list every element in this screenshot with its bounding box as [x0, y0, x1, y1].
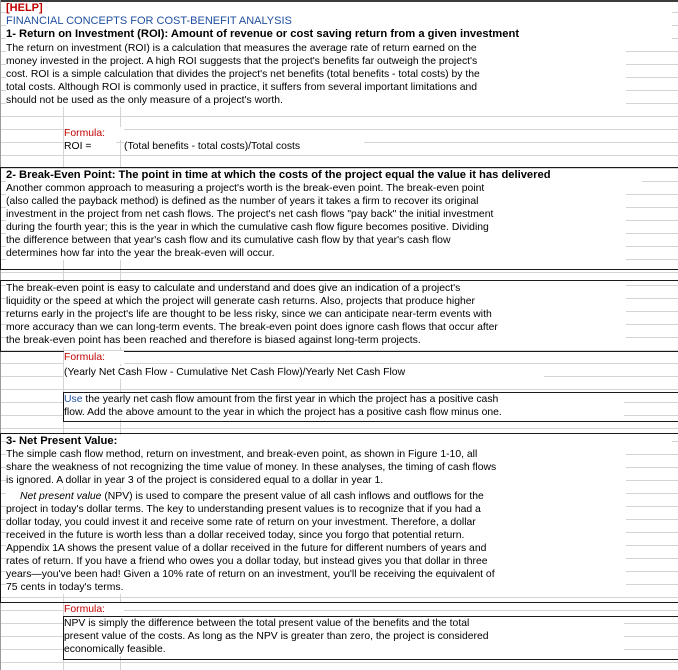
section-npv-para2[interactable]: [6, 490, 626, 594]
roi-formula-label[interactable]: Formula:: [64, 127, 124, 140]
body-line: present value of the costs. As long as the NPV is greater than zero, the project is considered: [64, 631, 489, 642]
body-line: is ignored. A dollar in year 3 of the project is considered equal to a dollar in year 1.: [6, 475, 384, 486]
body-line: economically feasible.: [64, 644, 166, 655]
body-line: received in the future is worth less than a dollar received today, since you forgo that potential return.: [6, 530, 465, 541]
roi-formula-rhs[interactable]: (Total benefits - total costs)/Total costs: [124, 140, 364, 153]
body-line: share the weakness of not recognizing the time value of money. In these analyses, the timing of cash flows: [6, 462, 497, 473]
roi-formula-lhs[interactable]: ROI =: [64, 140, 116, 153]
body-line: cost. ROI is a simple calculation that divides the project's net benefits (total benefits - total costs) by the: [6, 69, 480, 80]
body-line: the break-even point has been reached and therefore is biased against long-term projects.: [6, 335, 421, 346]
npv-first-line: [6, 490, 626, 503]
body-line: The break-even point is easy to calculate and understand and does give an indication of a project's: [6, 283, 461, 294]
section-breakeven-heading[interactable]: 2- Break-Even Point: The point in time at which the costs of the project equal the value it has delivered: [6, 169, 642, 182]
sheet-left-border: [0, 0, 1, 670]
section-roi-heading[interactable]: 1- Return on Investment (ROI): Amount of revenue or cost saving return from a given investment: [6, 28, 672, 41]
breakeven-formula[interactable]: (Yearly Net Cash Flow - Cumulative Net Cash Flow)/Yearly Net Cash Flow: [64, 366, 544, 379]
breakeven-formula-label[interactable]: Formula:: [64, 351, 124, 364]
body-line: Another common approach to measuring a project's worth is the break-even point. The break-even point: [6, 183, 485, 194]
body-line: The simple cash flow method, return on investment, and break-even point, as shown in Figure 1-10, all: [6, 449, 478, 460]
use-line-2: flow. Add the above amount to the year in which the project has a positive cash flow minus one.: [64, 407, 502, 418]
breakeven-use-note[interactable]: [64, 393, 624, 419]
section-breakeven-para1[interactable]: [6, 182, 626, 260]
body-line: should not be used as the only measure of a project's worth.: [6, 95, 283, 106]
use-word: Use: [64, 394, 83, 405]
body-line: during the fourth year; this is the year in which the cumulative cash flow figure becomes positive. Dividing: [6, 222, 489, 233]
body-line: liquidity or the speed at which the project will generate cash returns. Also, projects that produce higher: [6, 296, 475, 307]
section-roi-body[interactable]: [6, 42, 626, 107]
body-line: dollar today, you could invest it and receive some rate of return on your investment. Therefore, a dollar: [6, 517, 476, 528]
body-line: rates of return. If you have a friend who owes you a dollar today, but instead gives you that dollar in three: [6, 556, 488, 567]
body-line: the difference between that year's cash flow and its cumulative cash flow by that year's cash flow: [6, 235, 451, 246]
body-line: NPV is simply the difference between the total present value of the benefits and the total: [64, 618, 470, 629]
body-line: investment in the project from net cash flows. The project's net cash flows "pay back" the initial investment: [6, 209, 494, 220]
body-line: years—you've been had! Given a 10% rate of return on an investment, you'll be receiving the equivalent of: [6, 569, 495, 580]
npv-formula-body[interactable]: [64, 617, 624, 656]
body-line: Appendix 1A shows the present value of a dollar received in the future for different numbers of years and: [6, 543, 487, 554]
body-line: total costs. Although ROI is commonly used in practice, it suffers from several important limitations and: [6, 82, 478, 93]
use-line-1: [64, 393, 624, 406]
npv-term: Net present value: [20, 491, 102, 502]
section-npv-heading[interactable]: 3- Net Present Value:: [6, 435, 672, 448]
body-line: 75 cents in today's terms.: [6, 582, 124, 593]
npv-first-line-rest: (NPV) is used to compare the present value of all cash inflows and outflows for the: [101, 491, 484, 502]
body-line: money invested in the project. A high ROI suggests that the project's benefits far outweigh the project's: [6, 56, 478, 67]
npv-formula-label[interactable]: Formula:: [64, 603, 124, 616]
use-line-1-rest: the yearly net cash flow amount from the first year in which the project has a positive cash: [82, 394, 499, 405]
body-line: more accuracy than we can long-term events. The break-even point does ignore cash flows that occur after: [6, 322, 498, 333]
body-line: determines how far into the year the break-even will occur.: [6, 248, 275, 259]
help-tag[interactable]: [HELP]: [6, 2, 672, 15]
body-line: The return on investment (ROI) is a calculation that measures the average rate of return earned on the: [6, 43, 477, 54]
body-line: returns early in the project's life are thought to be less risky, since we can anticipate near-term events with: [6, 309, 492, 320]
section-breakeven-para2[interactable]: [6, 282, 626, 347]
body-line: project in today's dollar terms. The key to understanding present values is to recognize that if you had a: [6, 504, 481, 515]
section-npv-para1[interactable]: [6, 448, 626, 487]
body-line: (also called the payback method) is defined as the number of years it takes a firm to recover its original: [6, 196, 479, 207]
page-title[interactable]: FINANCIAL CONCEPTS FOR COST-BENEFIT ANALYSIS: [6, 15, 672, 28]
